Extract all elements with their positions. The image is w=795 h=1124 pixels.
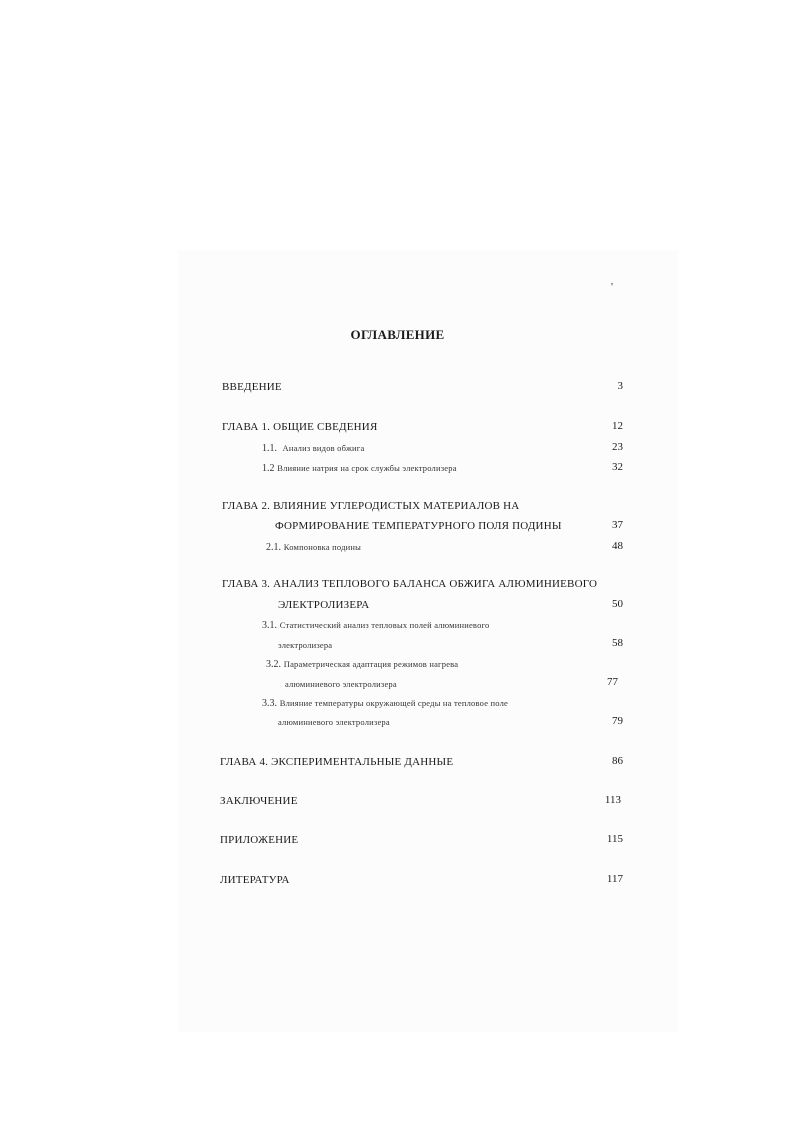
- toc-entry-section-2-1: 2.1. Компоновка подины: [266, 542, 362, 553]
- toc-page-chapter-3: 50: [612, 598, 623, 610]
- toc-page-section-1-2: 32: [612, 461, 623, 473]
- toc-entry-section-3-3-line-2: алюминиевого электролизера: [278, 717, 390, 727]
- toc-page-appendix: 115: [606, 833, 623, 845]
- toc-entry-section-3-1-line-2: электролизера: [278, 640, 333, 650]
- toc-page-section-2-1: 48: [612, 540, 623, 552]
- toc-page-section-1-1: 23: [612, 441, 623, 453]
- toc-entry-appendix: ПРИЛОЖЕНИЕ: [220, 834, 299, 846]
- toc-entry-chapter-2-line-2: ФОРМИРОВАНИЕ ТЕМПЕРАТУРНОГО ПОЛЯ ПОДИНЫ: [275, 520, 562, 532]
- toc-entry-chapter-3-line-1: ГЛАВА 3. АНАЛИЗ ТЕПЛОВОГО БАЛАНСА ОБЖИГА АЛЮМИНИЕВОГО: [222, 578, 598, 590]
- toc-page-section-3-1: 58: [612, 637, 623, 649]
- toc-entry-section-1-2: 1.2 Влияние натрия на срок службы электролизера: [262, 463, 457, 474]
- toc-entry-section-3-2-line-2: алюминиевого электролизера: [285, 679, 397, 689]
- toc-entry-conclusion: ЗАКЛЮЧЕНИЕ: [220, 795, 298, 807]
- toc-entry-chapter-3-line-2: ЭЛЕКТРОЛИЗЕРА: [278, 599, 370, 611]
- toc-page-intro: 3: [617, 380, 623, 392]
- page-title: ОГЛАВЛЕНИЕ: [350, 327, 445, 342]
- toc-entry-section-1-1: 1.1. Анализ видов обжига: [262, 443, 365, 454]
- toc-entry-chapter-1: ГЛАВА 1. ОБЩИЕ СВЕДЕНИЯ: [222, 421, 378, 433]
- toc-page-section-3-2: 77: [607, 676, 618, 688]
- toc-page-chapter-1: 12: [612, 420, 623, 432]
- toc-entry-section-3-2-line-1: 3.2. Параметрическая адаптация режимов нагрева: [266, 659, 459, 670]
- toc-entry-intro: ВВЕДЕНИЕ: [222, 381, 282, 393]
- toc-page-section-3-3: 79: [612, 715, 623, 727]
- toc-entry-section-3-1-line-1: 3.1. Статистический анализ тепловых полей алюминиевого: [262, 620, 490, 631]
- toc-page-conclusion: 113: [604, 794, 621, 806]
- toc-entry-chapter-4: ГЛАВА 4. ЭКСПЕРИМЕНТАЛЬНЫЕ ДАННЫЕ: [220, 756, 454, 768]
- toc-page-chapter-2: 37: [612, 519, 623, 531]
- toc-page-chapter-4: 86: [612, 755, 623, 767]
- toc-entry-section-3-3-line-1: 3.3. Влияние температуры окружающей среды на тепловое поле: [262, 698, 509, 709]
- corner-mark: ': [611, 281, 613, 293]
- toc-entry-literature: ЛИТЕРАТУРА: [220, 874, 290, 886]
- toc-page-literature: 117: [606, 873, 623, 885]
- toc-entry-chapter-2-line-1: ГЛАВА 2. ВЛИЯНИЕ УГЛЕРОДИСТЫХ МАТЕРИАЛОВ НА: [222, 500, 520, 512]
